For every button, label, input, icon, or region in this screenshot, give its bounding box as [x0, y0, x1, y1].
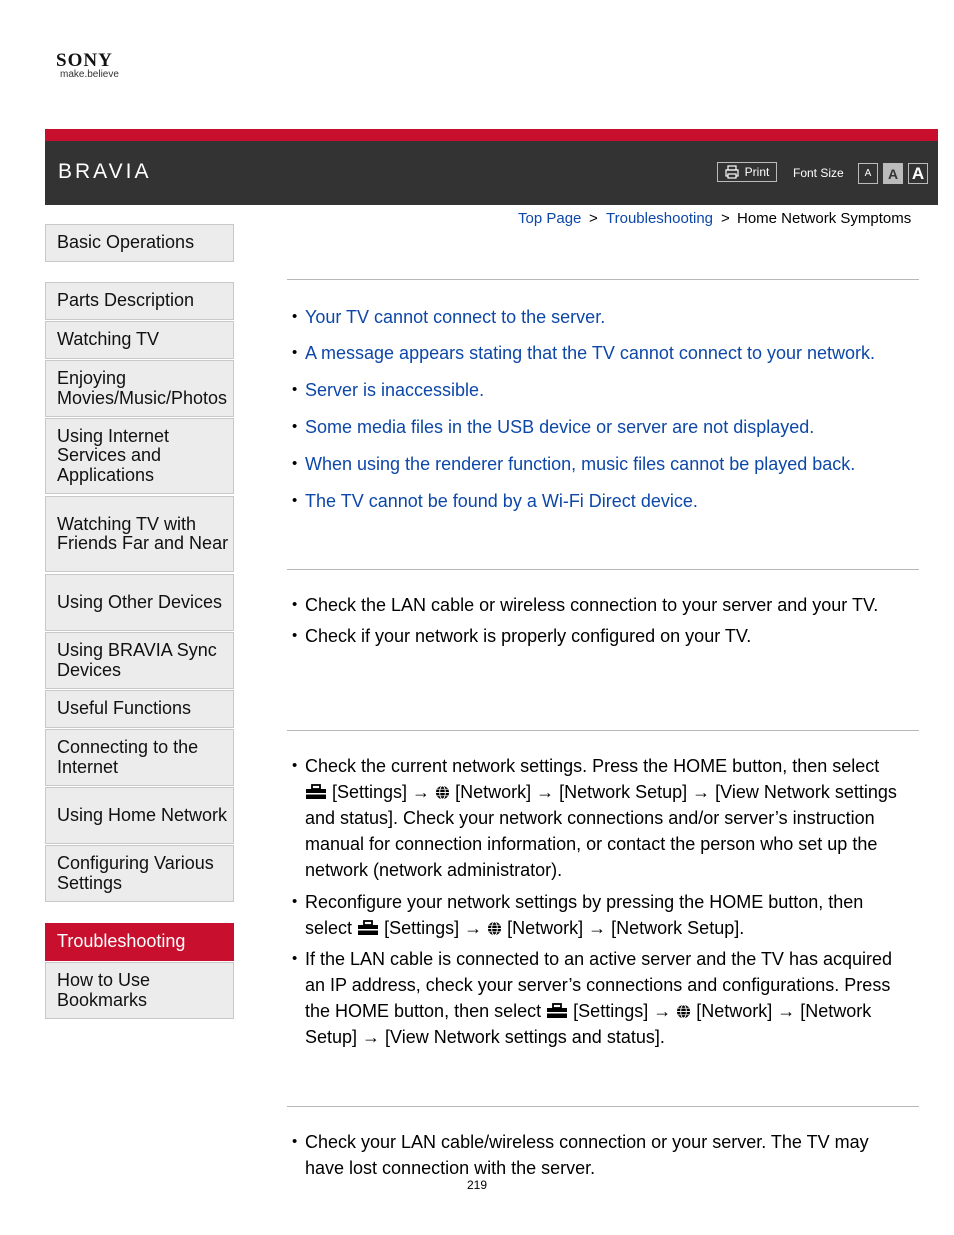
- nav-internet-services[interactable]: Using Internet Services and Applications: [45, 418, 234, 494]
- font-size-large-button[interactable]: A: [908, 163, 928, 184]
- bullet-item: • Check your LAN cable/wireless connection or your server. The TV may have lost connection with the server.: [292, 1129, 917, 1181]
- breadcrumb-separator: >: [721, 210, 730, 227]
- toolbox-icon: [546, 1003, 568, 1019]
- section-divider: [287, 1106, 919, 1107]
- font-size-small-button[interactable]: A: [858, 163, 878, 184]
- print-button[interactable]: [717, 162, 777, 182]
- symptom-link-item[interactable]: • Your TV cannot connect to the server.: [292, 304, 917, 330]
- nav-parts-description[interactable]: Parts Description: [45, 282, 234, 320]
- bullet-item: • Check if your network is properly configured on your TV.: [292, 623, 917, 649]
- toolbox-icon: [357, 920, 379, 936]
- nav-home-network[interactable]: Using Home Network: [45, 787, 234, 844]
- nav-watching-tv[interactable]: Watching TV: [45, 321, 234, 359]
- bravia-logo: BRAVIA: [58, 160, 152, 183]
- print-label: Print: [744, 165, 770, 179]
- toolbox-icon: [305, 784, 327, 800]
- globe-icon: [487, 921, 502, 936]
- font-size-label: Font Size: [793, 166, 844, 180]
- nav-watching-with-friends[interactable]: Watching TV with Friends Far and Near: [45, 496, 234, 572]
- nav-basic-operations[interactable]: Basic Operations: [45, 224, 234, 262]
- page-number: 219: [466, 1178, 488, 1192]
- nav-troubleshooting[interactable]: Troubleshooting: [45, 923, 234, 961]
- bullet-item: • If the LAN cable is connected to an active server and the TV has acquired an IP address, check your server’s connections and configurations. Press the HOME button, then select [Settings] → [Network] → [Network Setup] → [View Network settings and status].: [292, 946, 917, 1050]
- printer-icon: [725, 165, 739, 179]
- globe-icon: [676, 1004, 691, 1019]
- breadcrumb-current: Home Network Symptoms: [737, 210, 912, 227]
- symptom-link-item[interactable]: • The TV cannot be found by a Wi-Fi Direct device.: [292, 488, 917, 514]
- nav-useful-functions[interactable]: Useful Functions: [45, 690, 234, 728]
- symptom-link-item[interactable]: • Some media files in the USB device or server are not displayed.: [292, 414, 917, 440]
- nav-enjoying-movies[interactable]: Enjoying Movies/Music/Photos: [45, 360, 234, 417]
- breadcrumb-separator: >: [589, 210, 598, 227]
- globe-icon: [435, 785, 450, 800]
- section-divider: [287, 730, 919, 731]
- font-size-medium-button[interactable]: A: [883, 163, 903, 184]
- symptom-link-item[interactable]: • A message appears stating that the TV cannot connect to your network.: [292, 340, 917, 366]
- sony-logo: SONY: [56, 50, 113, 71]
- section-divider: [287, 569, 919, 570]
- section-divider: [287, 279, 919, 280]
- nav-connecting-internet[interactable]: Connecting to the Internet: [45, 729, 234, 786]
- bullet-item: • Reconfigure your network settings by pressing the HOME button, then select [Settings] → [Network] → [Network Setup].: [292, 889, 917, 941]
- header-accent-bar: [45, 129, 938, 141]
- symptom-link-item[interactable]: • Server is inaccessible.: [292, 377, 917, 403]
- bullet-item: • Check the LAN cable or wireless connection to your server and your TV.: [292, 592, 917, 618]
- symptom-link-item[interactable]: • When using the renderer function, music files cannot be played back.: [292, 451, 917, 477]
- bullet-item: • Check the current network settings. Press the HOME button, then select [Settings] → [Network] → [Network Setup] → [View Network settings and status]. Check your network connections and/or server’s instruction manual for connection information, or contact the person who set up the network (network administrator).: [292, 753, 917, 883]
- nav-other-devices[interactable]: Using Other Devices: [45, 574, 234, 631]
- breadcrumb-troubleshooting[interactable]: Troubleshooting: [606, 210, 714, 227]
- sony-tagline: make.believe: [60, 69, 119, 80]
- nav-bravia-sync[interactable]: Using BRAVIA Sync Devices: [45, 632, 234, 689]
- breadcrumb-top-page[interactable]: Top Page: [518, 210, 582, 227]
- nav-bookmarks[interactable]: How to Use Bookmarks: [45, 962, 234, 1019]
- nav-configuring-settings[interactable]: Configuring Various Settings: [45, 845, 234, 902]
